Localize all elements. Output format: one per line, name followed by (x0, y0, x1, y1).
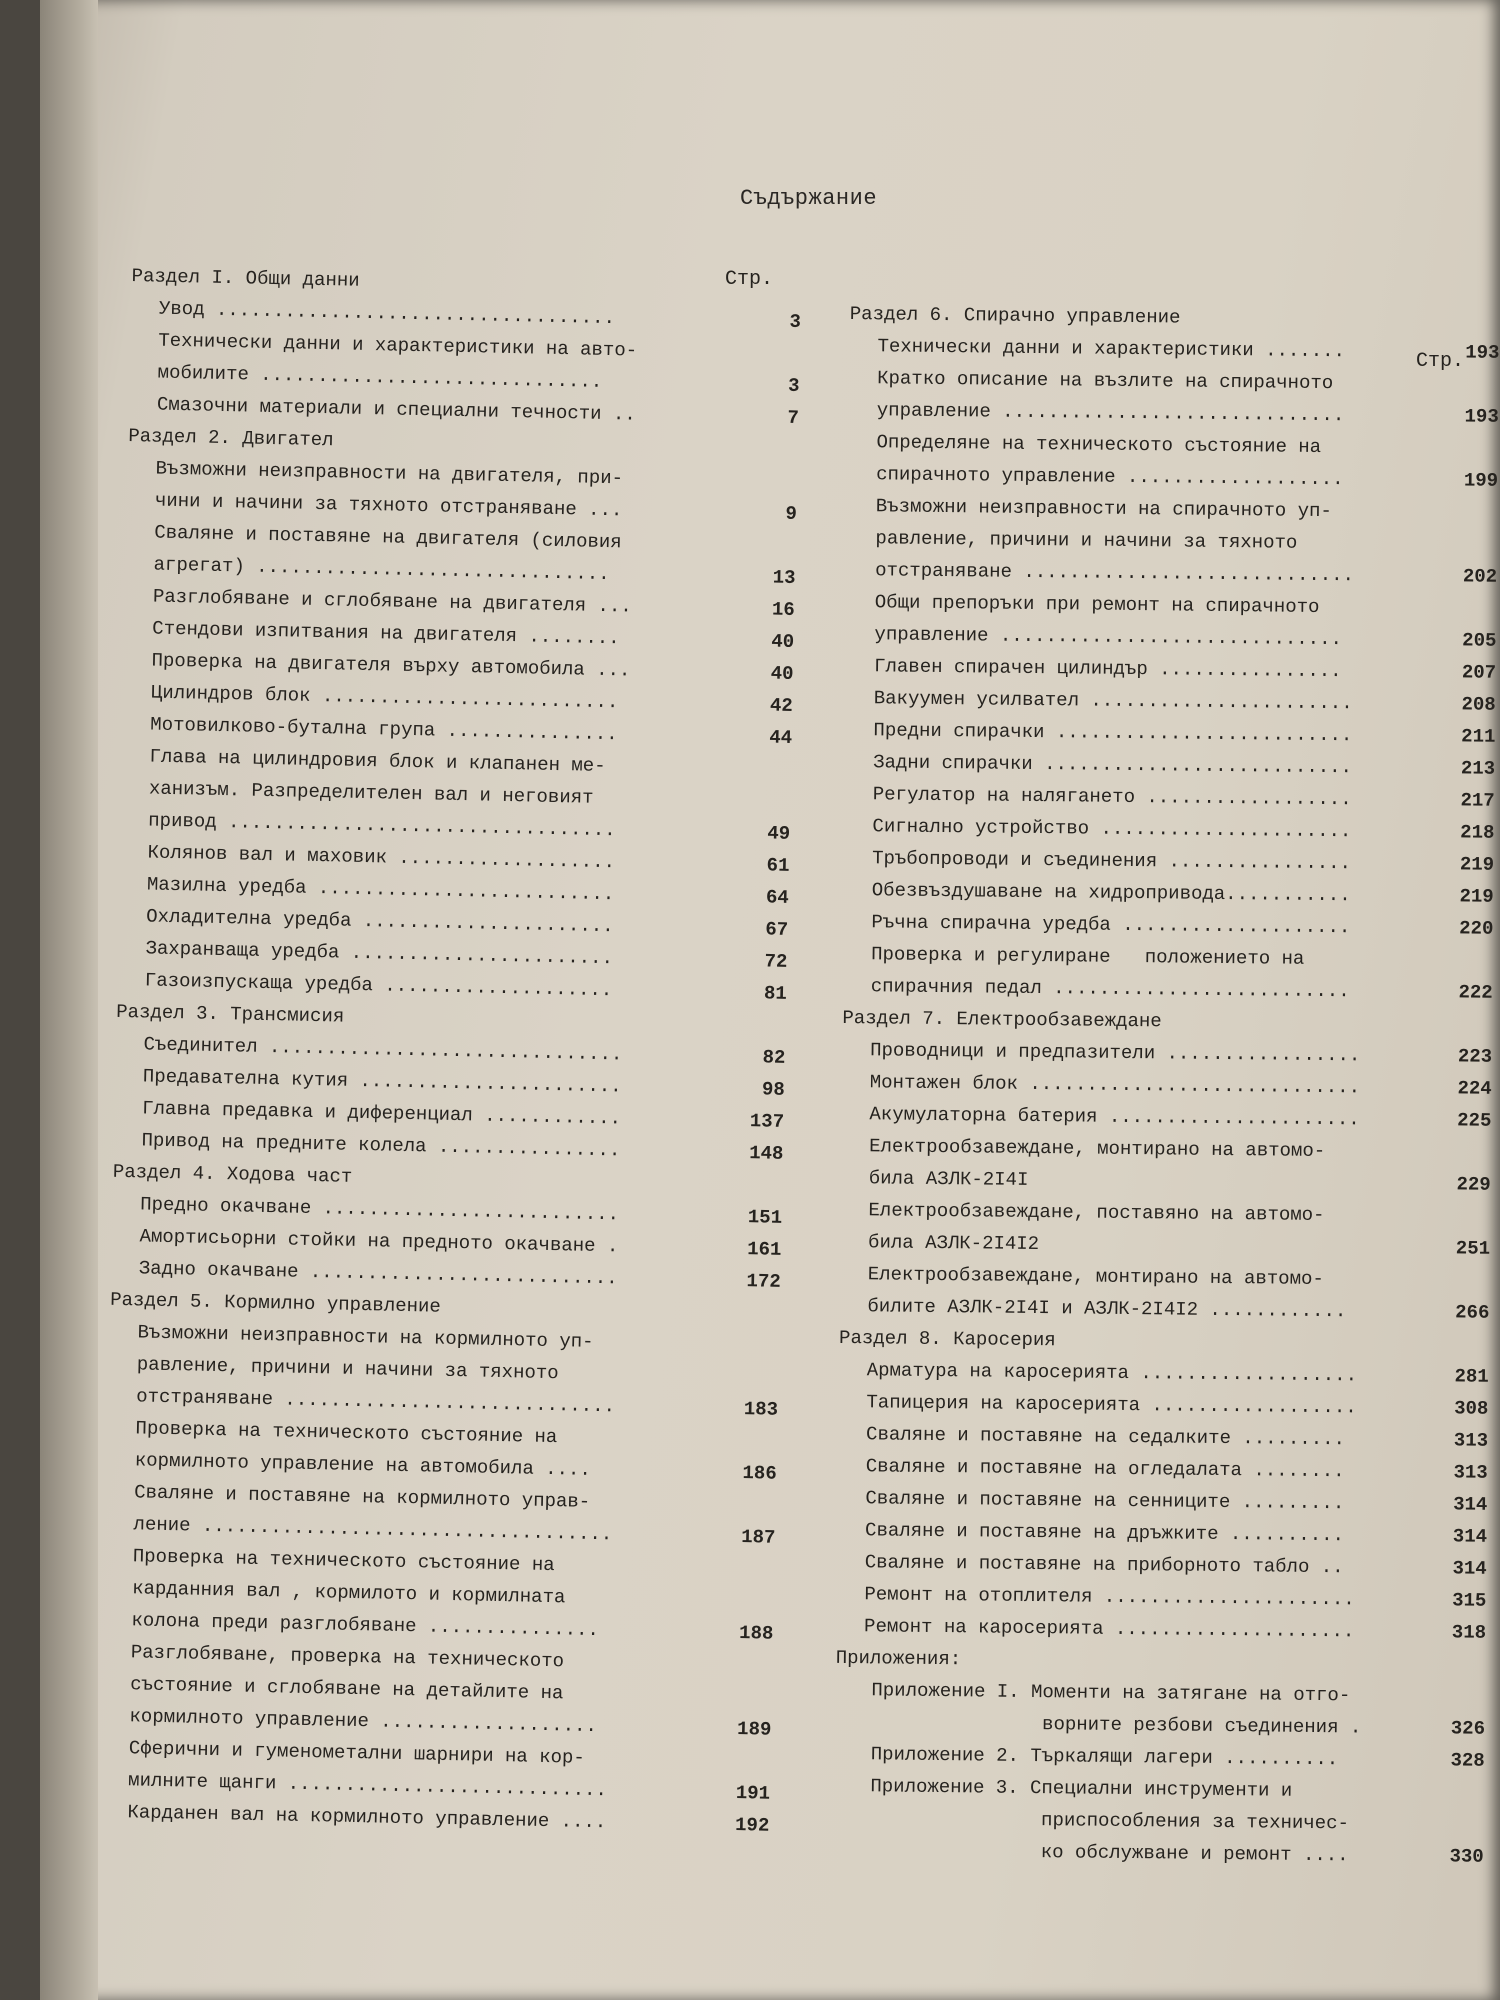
toc-page-number: 225 (1457, 1109, 1492, 1132)
toc-entry-text: Регулатор на налягането .................. (872, 783, 1352, 811)
toc-entry-text: Сваляне и поставяне на огледалата ........ (865, 1455, 1345, 1483)
toc-entry-text: Тапицерия на каросерията .................. (866, 1391, 1357, 1419)
toc-page-number: 81 (763, 982, 788, 1005)
toc-page-number: 202 (1462, 565, 1498, 588)
toc-entry-text: Проводници и предпазители ................. (870, 1039, 1361, 1067)
toc-entry-text: Карданен вал на кормилното управление .... (127, 1801, 607, 1834)
toc-page-number: 186 (742, 1462, 777, 1485)
toc-entry-text: Електрообзавеждане, монтирано на автомо- билите АЗЛК-2I4I и АЗЛК-2I4I2 ............ (867, 1263, 1347, 1323)
toc-page-number: 191 (735, 1781, 771, 1805)
toc-entry-text: Газоизпускаща уредба .................... (144, 969, 613, 1002)
toc-entry-text: Проверка и регулиране положението на спирачния педал .......................... (870, 943, 1350, 1003)
toc-entry (839, 1258, 1490, 1329)
toc-page-number: 251 (1455, 1237, 1491, 1260)
toc-entry (120, 740, 792, 850)
toc-entry-text: Задно окачване ........................... (138, 1257, 618, 1290)
toc-entry-text: Приложение I. Моменти на затягане на отго- ворните резбови съединения . (870, 1679, 1362, 1739)
toc-entry-text: Проверка на техническото състояние на карданния вал , кормилото и кормилната колона преди разглобяване ............... (131, 1545, 600, 1642)
page-title: Съдържание (740, 186, 878, 211)
toc-entry-text: Амортисьорни стойки на предното окачване . (139, 1225, 619, 1258)
toc-entry-text: Възможни неизправности на спирачното уп- равление, причини и начини за тяхното отстраняване ............................. (875, 495, 1355, 587)
toc-page-number: 207 (1461, 661, 1497, 684)
toc-entry-text: Тръбопроводи и съединения ................ (872, 847, 1352, 875)
toc-entry-text: Разглобяване и сглобяване на двигателя ... (152, 585, 632, 618)
toc-entry-text: Технически данни и характеристики на авто- мобилите .............................. (157, 329, 638, 393)
toc-page-number: 42 (769, 694, 794, 717)
toc-entry-text: Задни спирачки ........................... (873, 751, 1353, 779)
toc-page-number: 44 (769, 726, 793, 749)
toc-page-number: 188 (738, 1622, 774, 1645)
toc-page-number: 208 (1461, 693, 1496, 716)
toc-right-column (834, 298, 1500, 1873)
toc-page-number: 64 (765, 886, 790, 909)
toc-entry (848, 426, 1499, 497)
toc-entry-text: Раздел 4. Ходова част (112, 1160, 353, 1188)
page-column-label-left: Стр. (725, 268, 774, 291)
toc-entry-text: Предно окачване .......................... (139, 1193, 620, 1226)
toc-page-number: 13 (772, 566, 796, 589)
toc-entry-text: Главна предавка и диференциал ............ (142, 1097, 622, 1130)
toc-entry-text: Раздел I. Общи данни (131, 264, 360, 292)
toc-page-number: 229 (1456, 1173, 1491, 1196)
toc-page-number: 67 (765, 918, 789, 941)
toc-page-number: 151 (747, 1206, 783, 1229)
toc-entry-text: Проверка на техническото състояние на кормилното управление на автомобила .... (134, 1417, 592, 1481)
toc-entry-text: Ремонт на каросерията ..................... (863, 1615, 1355, 1643)
toc-entry-text: Определяне на техническото състояние на спирачното управление ................... (876, 431, 1344, 491)
toc-entry-text: Предавателна кутия ....................... (142, 1065, 622, 1098)
toc-page-number: 314 (1452, 1557, 1487, 1580)
toc-page-number: 187 (740, 1526, 776, 1549)
toc-page-number: 72 (764, 950, 788, 973)
toc-entry-text: Раздел 3. Трансмисия (116, 1000, 345, 1028)
toc-page-number: 98 (761, 1078, 785, 1101)
toc-entry (101, 1636, 773, 1746)
toc-page-number: 328 (1450, 1749, 1485, 1772)
toc-page-number: 219 (1459, 885, 1494, 908)
toc-page-number: 183 (743, 1398, 779, 1421)
toc-page-number: 313 (1453, 1461, 1488, 1484)
toc-entry (846, 586, 1497, 657)
toc-entry-text: Възможни неизправности на двигателя, при- чини и начини за тяхното отстраняване ... (154, 457, 624, 522)
toc-entry-text: Раздел 5. Кормилно управление (109, 1288, 442, 1318)
toc-page-number: 213 (1460, 757, 1496, 780)
toc-entry-text: Смазочни материали и специални течности .. (156, 393, 636, 426)
toc-entry-text: Ремонт на отоплителя ...................... (864, 1583, 1355, 1611)
toc-page-number: 49 (767, 822, 791, 845)
toc-page-number: 281 (1454, 1365, 1489, 1388)
toc-entry-text: Мотовилково-бутална група ............... (150, 713, 618, 746)
toc-page-number: 218 (1460, 821, 1495, 844)
toc-entry-text: Възможни неизправности на кормилното уп- равление, причини и начини за тяхното отстраняване ............................. (135, 1321, 616, 1418)
toc-page-number: 217 (1460, 789, 1495, 812)
toc-page-number: 16 (771, 598, 796, 621)
toc-entry-text: Раздел 2. Двигател (128, 424, 334, 452)
toc-page-number: 40 (770, 662, 794, 685)
toc-entry (103, 1540, 775, 1650)
toc-page-number: 313 (1453, 1429, 1489, 1452)
toc-entry-text: Раздел 6. Спирачно управление (849, 302, 1181, 329)
toc-page-number: 308 (1454, 1397, 1489, 1420)
toc-left-column (99, 260, 802, 1842)
toc-page-number: 172 (746, 1270, 781, 1293)
toc-page-number: 326 (1450, 1717, 1486, 1740)
toc-page-number: 224 (1457, 1077, 1492, 1100)
toc-entry-text: Мазилна уредба .......................... (146, 873, 615, 906)
toc-entry-text: Цилиндров блок .......................... (150, 681, 619, 714)
toc-entry (847, 490, 1498, 593)
toc-entry-text: Сваляне и поставяне на кормилното управ- ление .................................... (133, 1481, 613, 1546)
toc-page-number: 314 (1452, 1525, 1488, 1548)
toc-entry-text: Увод ................................... (158, 297, 616, 330)
toc-page-number: 199 (1463, 469, 1499, 492)
toc-entry-text: Приложение 3. Специални инструменти и приспособления за техничес- ко обслужване и ремонт .... (869, 1775, 1350, 1867)
toc-page-number: 219 (1459, 853, 1495, 876)
toc-entry-text: Електрообзавеждане, поставяно на автомо- била АЗЛК-2I4I2 (867, 1199, 1325, 1256)
toc-entry-text: Колянов вал и маховик ................... (147, 841, 616, 874)
toc-entry-text: Охладителна уредба ...................... (146, 905, 614, 938)
toc-page-number: 193 (1465, 341, 1500, 364)
toc-entry-text: Ръчна спирачна уредба .................... (871, 911, 1351, 939)
toc-entry-text: Монтажен блок ............................. (869, 1071, 1361, 1099)
toc-page-number: 40 (771, 630, 795, 653)
toc-page-number: 161 (746, 1238, 782, 1261)
toc-entry-text: Технически данни и характеристики ....... (877, 335, 1346, 363)
toc-page-number: 148 (748, 1142, 784, 1165)
toc-entry-text: Сферични и гуменометални шарнири на кор- милните щанги ............................ (127, 1737, 608, 1802)
toc-entry-text: Сваляне и поставяне на сенниците ......... (865, 1487, 1345, 1515)
toc-entry-text: Глава на цилиндровия блок и клапанен ме- ханизъм. Разпределителен вал и неговият привод .................................. (148, 745, 616, 842)
toc-entry (834, 1770, 1485, 1873)
toc-entry (840, 1194, 1491, 1265)
toc-page-number: 314 (1453, 1493, 1488, 1516)
toc-page-number: 222 (1458, 981, 1493, 1004)
toc-entry-text: Разглобяване, проверка на техническото състояние и сглобяване на детайлите на кормилното управление ................... (129, 1641, 598, 1738)
toc-entry-text: Раздел 8. Каросерия (838, 1326, 1056, 1352)
toc-page-number: 189 (736, 1717, 772, 1741)
book-spine-shadow (40, 0, 98, 2000)
toc-entry (841, 1130, 1492, 1201)
toc-entry-text: Сваляне и поставяне на приборното табло .. (864, 1551, 1344, 1579)
toc-page-number: 211 (1461, 725, 1496, 748)
toc-entry-text: Обезвъздушаване на хидропривода........... (871, 879, 1351, 907)
toc-entry (108, 1316, 780, 1426)
toc-page-number: 330 (1449, 1845, 1484, 1868)
toc-entry-text: Главен спирачен цилиндър ................ (874, 655, 1342, 683)
toc-entry-text: Захранваща уредба ....................... (145, 937, 614, 970)
toc-entry-text: Сваляне и поставяне на седалките ......... (865, 1423, 1346, 1451)
toc-page-number: 266 (1455, 1301, 1490, 1324)
toc-page-number: 3 (787, 374, 800, 398)
toc-entry-text: Сваляне и поставяне на двигателя (силовия агрегат) ............................... (153, 521, 622, 586)
toc-page-number: 205 (1462, 629, 1497, 652)
toc-page-number: 315 (1452, 1589, 1487, 1612)
toc-entry-text: Вакуумен усилвател ....................... (873, 687, 1353, 715)
toc-entry-text: Сигнално устройство ...................... (872, 815, 1352, 843)
toc-entry-text: Раздел 7. Електрообзавеждане (842, 1006, 1162, 1033)
toc-entry-text: Приложения: (835, 1646, 962, 1671)
toc-page-number: 220 (1459, 917, 1494, 940)
document-page (40, 0, 1500, 2000)
toc-entry-text: Сваляне и поставяне на дръжките .......... (864, 1519, 1345, 1547)
toc-entry-text: Кратко описание на възлите на спирачното управление .............................. (876, 367, 1345, 427)
toc-page-number: 61 (766, 854, 790, 877)
toc-entry-text: Предни спирачки .......................... (873, 719, 1353, 747)
toc-page-number: 9 (785, 502, 798, 525)
toc-page-number: 318 (1451, 1621, 1487, 1644)
toc-entry-text: Приложение 2. Търкалящи лагери .......... (870, 1743, 1339, 1771)
toc-entry-text: Електрообзавеждане, монтирано на автомо- била АЗЛК-2I4I (868, 1135, 1326, 1191)
toc-entry-text: Привод на предните колела ................ (141, 1129, 621, 1162)
toc-entry (843, 938, 1494, 1009)
toc-entry-text: Съединител ............................... (143, 1033, 623, 1066)
toc-page-number: 223 (1457, 1045, 1493, 1068)
toc-entry-text: Акумулаторна батерия ...................... (869, 1103, 1360, 1131)
toc-page-number: 3 (789, 310, 802, 334)
page-column-label-right: Стр. (1416, 350, 1465, 373)
toc-entry (849, 362, 1500, 433)
toc-entry-text: Общи препоръки при ремонт на спирачното управление .............................. (874, 591, 1343, 651)
toc-page-number: 82 (762, 1046, 786, 1069)
toc-page-number: 137 (749, 1110, 785, 1133)
toc-entry (835, 1674, 1486, 1745)
toc-page-number: 192 (734, 1813, 770, 1837)
toc-page-number: 7 (787, 406, 800, 429)
toc-entry-text: Проверка на двигателя върху автомобила ... (151, 649, 631, 682)
toc-entry-text: Стендови изпитвания на двигателя ........ (152, 617, 620, 650)
toc-page-number: 193 (1464, 405, 1499, 428)
toc-entry-text: Арматура на каросерията ................... (866, 1359, 1358, 1387)
